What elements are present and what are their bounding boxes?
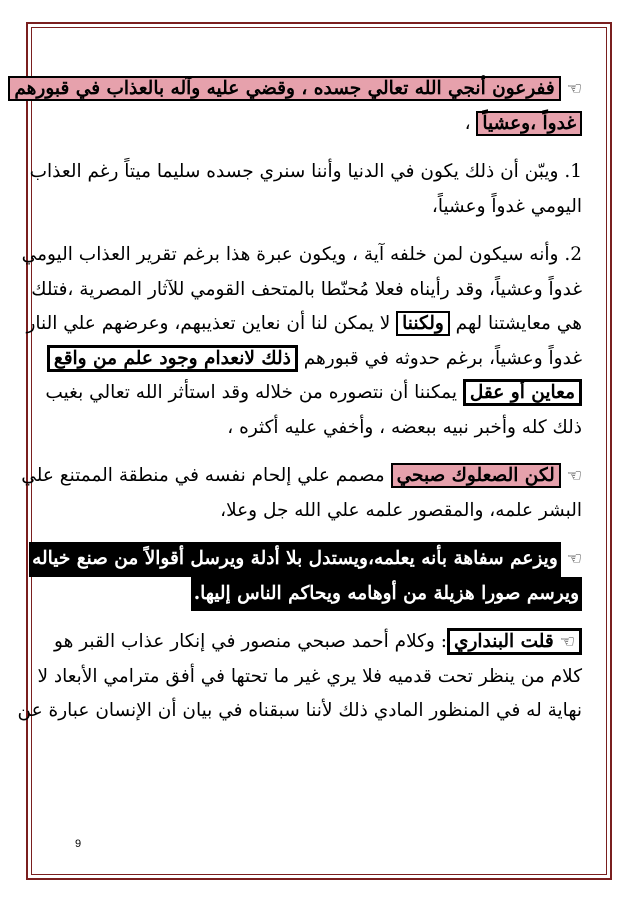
boxed-phrase: ولكننا xyxy=(396,311,450,336)
boxed-phrase xyxy=(447,628,582,655)
boxed-label: قلت البنداري xyxy=(453,631,554,652)
paragraph-2-line-2: اليومي غدواً وعشياً، xyxy=(431,195,582,217)
document-body xyxy=(14,72,582,729)
text-fragment: غدواً وعشياً، برغم حدوثه في قبورهم xyxy=(297,347,582,369)
pointing-hand-icon: ☜ xyxy=(559,632,575,652)
boxed-phrase: ذلك لانعدام وجود علم من واقع xyxy=(47,345,298,372)
page-number: 9 xyxy=(75,838,82,850)
paragraph-6-line-1 xyxy=(54,625,582,660)
highlighted-phrase: غدواً ،وعشياً xyxy=(476,111,582,136)
inverted-phrase: ويزعم سفاهة بأنه يعلمه،ويستدل بلا أدلة ويرسل أقوالاً من صنع خياله xyxy=(29,542,561,577)
text-fragment: يمكننا أن نتصوره من خلاله وقد استأثر الله تعالي بغيب xyxy=(45,382,463,403)
text-fragment: مصمم علي إلحام نفسه في منطقة الممتنع علي xyxy=(21,465,391,486)
paragraph-6-line-2: كلام من ينظر تحت قدميه فلا يري غير ما تحتها في أفق مترامي الأبعاد لا xyxy=(37,665,582,687)
paragraph-3-line-4 xyxy=(53,342,582,377)
paragraph-2-line-1: 1. ويبّن أن ذلك يكون في الدنيا وأننا سنري جسده سليما ميتاً رغم العذاب xyxy=(29,161,582,182)
paragraph-5-line-1 xyxy=(32,542,582,577)
paragraph-3-line-2: غدواً وعشياً، وقد رأيناه فعلا مُحنّطا بالمتحف القومي للآثار المصرية ،فتلك xyxy=(31,278,582,300)
paragraph-1-line-2 xyxy=(66,107,582,142)
paragraph-3-line-1: 2. وأنه سيكون لمن خلفه آية ، ويكون عبرة هذا برغم تقرير العذاب اليومي xyxy=(21,244,582,265)
paragraph-4-line-2: البشر علمه، والمقصور علمه علي الله جل وعلا، xyxy=(220,499,582,521)
text-fragment: ، xyxy=(464,112,477,134)
text-fragment: : وكلام أحمد صبحي منصور في إنكار عذاب القبر هو xyxy=(54,631,447,652)
pointing-hand-icon: ☜ xyxy=(566,466,582,486)
paragraph-3-line-3 xyxy=(26,307,582,342)
pointing-hand-icon: ☜ xyxy=(566,549,582,569)
text-fragment: لا يمكن لنا أن نعاين تعذيبهم، وعرضهم علي النار xyxy=(26,313,397,334)
paragraph-1-line-1 xyxy=(14,72,582,107)
highlighted-phrase: لكن الصعلوك صبحي xyxy=(391,463,561,488)
paragraph-5-line-2 xyxy=(66,577,582,612)
highlighted-phrase: ففرعون أنجي الله تعالي جسده ، وقضي عليه وآله بالعذاب في قبورهم xyxy=(8,76,560,101)
inverted-phrase: ويرسم صورا هزيلة من أوهامه ويحاكم الناس إليها. xyxy=(191,577,582,612)
paragraph-3-line-6: ذلك كله وأخبر نبيه ببعضه ، وأخفي عليه أكثره ، xyxy=(227,416,582,438)
paragraph-3-line-5 xyxy=(45,376,582,411)
pointing-hand-icon: ☜ xyxy=(566,79,582,99)
boxed-phrase: معاين أو عقل xyxy=(463,379,582,406)
paragraph-6-line-3: نهاية له في المنظور المادي ذلك لأننا سبقناه في بيان أن الإنسان عبارة عن xyxy=(17,700,582,721)
text-fragment: هي معايشتنا لهم xyxy=(449,313,582,334)
paragraph-4-line-1 xyxy=(21,459,582,494)
